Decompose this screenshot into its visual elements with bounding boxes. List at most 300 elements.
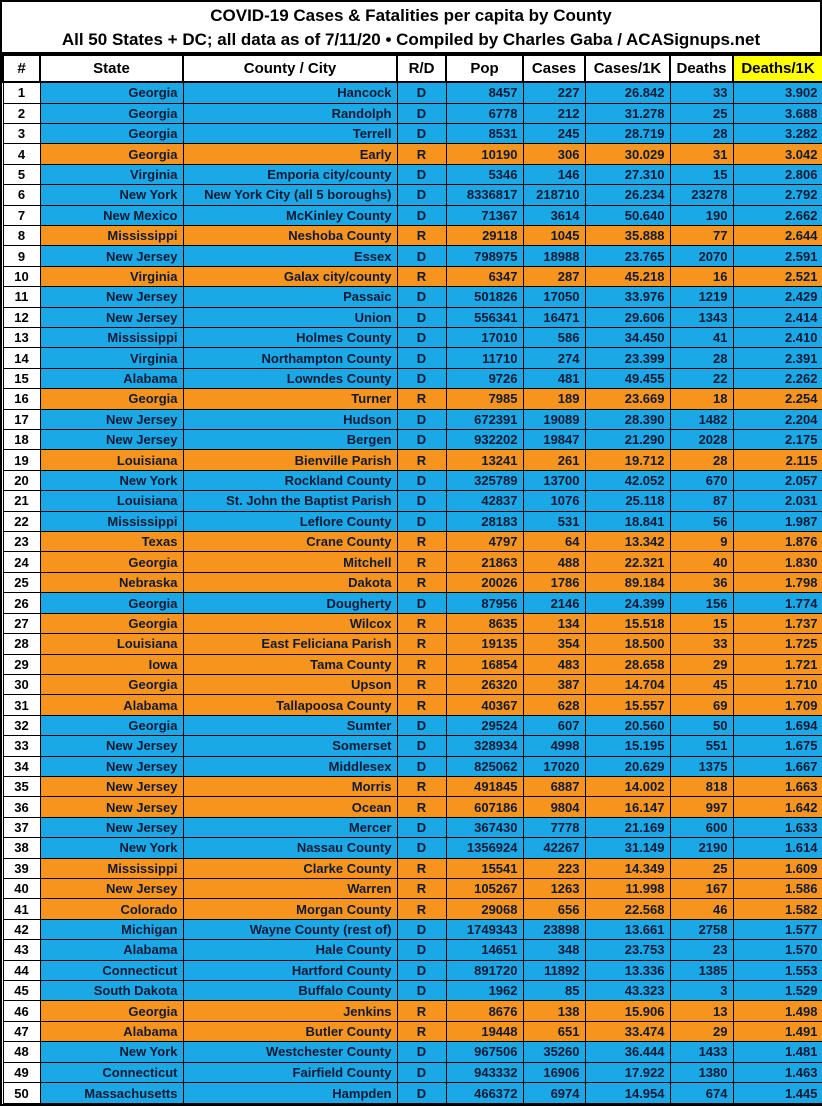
table-row: [3, 185, 822, 205]
cell-pop: 1962: [446, 981, 523, 1001]
cell-rank: 16: [3, 389, 40, 409]
cell-cases: 23898: [523, 919, 585, 939]
cell-county: Butler County: [183, 1021, 397, 1041]
cell-party: D: [397, 756, 446, 776]
cell-state: New Jersey: [40, 878, 183, 898]
cell-cases-per-1k: 33.474: [585, 1021, 670, 1041]
cell-party: D: [397, 940, 446, 960]
cell-pop: 17010: [446, 328, 523, 348]
cell-county: Warren: [183, 878, 397, 898]
cell-pop: 10190: [446, 144, 523, 164]
cell-deaths-per-1k: 1.642: [733, 797, 822, 817]
cell-state: Michigan: [40, 919, 183, 939]
cell-rank: 29: [3, 654, 40, 674]
cell-pop: 1356924: [446, 838, 523, 858]
cell-deaths-per-1k: 1.481: [733, 1042, 822, 1062]
cell-cases-per-1k: 16.147: [585, 797, 670, 817]
cell-state: New Jersey: [40, 287, 183, 307]
cell-cases-per-1k: 36.444: [585, 1042, 670, 1062]
cell-pop: 8635: [446, 613, 523, 633]
cell-party: R: [397, 532, 446, 552]
cell-county: Galax city/county: [183, 266, 397, 286]
cell-party: D: [397, 103, 446, 123]
cell-deaths-per-1k: 1.586: [733, 878, 822, 898]
cell-county: Northampton County: [183, 348, 397, 368]
cell-party: D: [397, 593, 446, 613]
cell-deaths: 31: [670, 144, 733, 164]
cell-party: R: [397, 634, 446, 654]
cell-state: Louisiana: [40, 634, 183, 654]
table-header: [2, 2, 820, 54]
cell-county: Somerset: [183, 736, 397, 756]
cell-deaths-per-1k: 2.175: [733, 430, 822, 450]
cell-state: New Jersey: [40, 430, 183, 450]
cell-rank: 1: [3, 82, 40, 103]
cell-deaths-per-1k: 1.609: [733, 858, 822, 878]
cell-rank: 25: [3, 572, 40, 592]
cell-cases: 6974: [523, 1083, 585, 1104]
cell-state: Georgia: [40, 103, 183, 123]
cell-party: D: [397, 123, 446, 143]
cell-deaths: 1219: [670, 287, 733, 307]
cell-pop: 607186: [446, 797, 523, 817]
cell-rank: 22: [3, 511, 40, 531]
cell-party: D: [397, 328, 446, 348]
cell-county: Essex: [183, 246, 397, 266]
cell-deaths-per-1k: 1.570: [733, 940, 822, 960]
cell-party: R: [397, 797, 446, 817]
cell-county: Jenkins: [183, 1001, 397, 1021]
cell-pop: 825062: [446, 756, 523, 776]
cell-state: New Jersey: [40, 409, 183, 429]
cell-deaths: 36: [670, 572, 733, 592]
cell-state: New Jersey: [40, 797, 183, 817]
cell-state: Georgia: [40, 82, 183, 103]
cell-cases: 2146: [523, 593, 585, 613]
table-row: [3, 430, 822, 450]
cell-cases-per-1k: 22.321: [585, 552, 670, 572]
cell-pop: 8676: [446, 1001, 523, 1021]
cell-county: New York City (all 5 boroughs): [183, 185, 397, 205]
cell-rank: 19: [3, 450, 40, 470]
cell-rank: 17: [3, 409, 40, 429]
cell-party: R: [397, 878, 446, 898]
cell-rank: 20: [3, 470, 40, 490]
table-subtitle: All 50 States + DC; all data as of 7/11/20 • Compiled by Charles Gaba / ACASignups.net: [61, 29, 761, 49]
cell-cases-per-1k: 31.149: [585, 838, 670, 858]
cell-cases: 42267: [523, 838, 585, 858]
cell-deaths-per-1k: 2.254: [733, 389, 822, 409]
cell-rank: 31: [3, 695, 40, 715]
cell-state: Alabama: [40, 368, 183, 388]
cell-rank: 24: [3, 552, 40, 572]
cell-county: Morgan County: [183, 899, 397, 919]
cell-state: Virginia: [40, 348, 183, 368]
cell-pop: 1749343: [446, 919, 523, 939]
cell-deaths: 674: [670, 1083, 733, 1104]
cell-cases: 13700: [523, 470, 585, 490]
cell-cases: 17050: [523, 287, 585, 307]
cell-deaths: 3: [670, 981, 733, 1001]
cell-state: New York: [40, 470, 183, 490]
cell-rank: 3: [3, 123, 40, 143]
cell-county: St. John the Baptist Parish: [183, 491, 397, 511]
cell-rank: 6: [3, 185, 40, 205]
cell-pop: 14651: [446, 940, 523, 960]
cell-cases-per-1k: 50.640: [585, 205, 670, 225]
cell-cases-per-1k: 21.290: [585, 430, 670, 450]
cell-rank: 37: [3, 817, 40, 837]
cell-cases: 481: [523, 368, 585, 388]
table-row: [3, 123, 822, 143]
cell-deaths-per-1k: 2.792: [733, 185, 822, 205]
table-body: [3, 82, 822, 1104]
cell-deaths: 33: [670, 82, 733, 103]
cell-pop: 29118: [446, 225, 523, 245]
cell-pop: 19135: [446, 634, 523, 654]
cell-cases-per-1k: 13.336: [585, 960, 670, 980]
cell-deaths: 22: [670, 368, 733, 388]
cell-cases-per-1k: 15.557: [585, 695, 670, 715]
cell-cases-per-1k: 25.118: [585, 491, 670, 511]
cell-cases-per-1k: 15.195: [585, 736, 670, 756]
cell-cases: 245: [523, 123, 585, 143]
cell-county: Morris: [183, 776, 397, 796]
cell-county: Buffalo County: [183, 981, 397, 1001]
cell-county: Tama County: [183, 654, 397, 674]
cell-cases-per-1k: 22.568: [585, 899, 670, 919]
cell-cases-per-1k: 20.629: [585, 756, 670, 776]
cell-deaths: 25: [670, 103, 733, 123]
cell-deaths: 46: [670, 899, 733, 919]
cell-deaths: 190: [670, 205, 733, 225]
cell-pop: 7985: [446, 389, 523, 409]
cell-party: R: [397, 266, 446, 286]
cell-deaths: 50: [670, 715, 733, 735]
table-row: [3, 552, 822, 572]
table-row: [3, 572, 822, 592]
cell-party: D: [397, 470, 446, 490]
cell-county: Holmes County: [183, 328, 397, 348]
cell-cases-per-1k: 42.052: [585, 470, 670, 490]
cell-deaths: 551: [670, 736, 733, 756]
cell-party: R: [397, 572, 446, 592]
cell-deaths-per-1k: 2.057: [733, 470, 822, 490]
cell-rank: 9: [3, 246, 40, 266]
cell-county: Randolph: [183, 103, 397, 123]
cell-deaths-per-1k: 1.463: [733, 1062, 822, 1082]
cell-state: Connecticut: [40, 1062, 183, 1082]
cell-deaths-per-1k: 1.694: [733, 715, 822, 735]
cell-cases: 138: [523, 1001, 585, 1021]
cell-county: East Feliciana Parish: [183, 634, 397, 654]
cell-party: D: [397, 82, 446, 103]
cell-state: Colorado: [40, 899, 183, 919]
cell-rank: 46: [3, 1001, 40, 1021]
cell-cases-per-1k: 26.234: [585, 185, 670, 205]
cell-deaths: 25: [670, 858, 733, 878]
cell-cases: 607: [523, 715, 585, 735]
cell-pop: 26320: [446, 674, 523, 694]
cell-deaths-per-1k: 2.806: [733, 164, 822, 184]
cell-rank: 14: [3, 348, 40, 368]
cell-county: Union: [183, 307, 397, 327]
cell-cases-per-1k: 14.954: [585, 1083, 670, 1104]
cell-rank: 47: [3, 1021, 40, 1041]
cell-county: Crane County: [183, 532, 397, 552]
cell-county: Fairfield County: [183, 1062, 397, 1082]
cell-party: R: [397, 552, 446, 572]
cell-deaths-per-1k: 1.709: [733, 695, 822, 715]
cell-cases-per-1k: 34.450: [585, 328, 670, 348]
cell-cases-per-1k: 11.998: [585, 878, 670, 898]
cell-cases-per-1k: 20.560: [585, 715, 670, 735]
cell-pop: 15541: [446, 858, 523, 878]
cell-cases: 64: [523, 532, 585, 552]
cell-pop: 20026: [446, 572, 523, 592]
cell-deaths: 13: [670, 1001, 733, 1021]
cell-cases-per-1k: 21.169: [585, 817, 670, 837]
cell-pop: 325789: [446, 470, 523, 490]
cell-cases: 227: [523, 82, 585, 103]
cell-deaths-per-1k: 1.721: [733, 654, 822, 674]
cell-pop: 105267: [446, 878, 523, 898]
cell-deaths-per-1k: 1.553: [733, 960, 822, 980]
cell-state: Massachusetts: [40, 1083, 183, 1104]
data-table: [2, 54, 822, 1104]
cell-state: Nebraska: [40, 572, 183, 592]
cell-county: Turner: [183, 389, 397, 409]
cell-cases: 9804: [523, 797, 585, 817]
cell-rank: 27: [3, 613, 40, 633]
cell-deaths-per-1k: 2.591: [733, 246, 822, 266]
table-row: [3, 1021, 822, 1041]
cell-deaths-per-1k: 1.774: [733, 593, 822, 613]
cell-county: Mitchell: [183, 552, 397, 572]
table-row: [3, 368, 822, 388]
table-row: [3, 450, 822, 470]
table-row: [3, 246, 822, 266]
cell-county: Sumter: [183, 715, 397, 735]
cell-pop: 466372: [446, 1083, 523, 1104]
cell-state: New Jersey: [40, 776, 183, 796]
cell-rank: 18: [3, 430, 40, 450]
cell-pop: 5346: [446, 164, 523, 184]
table-row: [3, 634, 822, 654]
cell-cases-per-1k: 17.922: [585, 1062, 670, 1082]
cell-cases: 1786: [523, 572, 585, 592]
cell-cases: 1045: [523, 225, 585, 245]
cell-deaths: 28: [670, 348, 733, 368]
cell-pop: 943332: [446, 1062, 523, 1082]
cell-cases-per-1k: 33.976: [585, 287, 670, 307]
table-row: [3, 1083, 822, 1104]
cell-deaths-per-1k: 1.710: [733, 674, 822, 694]
cell-state: New Jersey: [40, 756, 183, 776]
cell-deaths: 2758: [670, 919, 733, 939]
cell-cases: 387: [523, 674, 585, 694]
cell-state: Georgia: [40, 613, 183, 633]
cell-cases-per-1k: 27.310: [585, 164, 670, 184]
cell-rank: 28: [3, 634, 40, 654]
cell-deaths-per-1k: 2.204: [733, 409, 822, 429]
cell-party: R: [397, 1021, 446, 1041]
cell-pop: 798975: [446, 246, 523, 266]
cell-cases-per-1k: 14.002: [585, 776, 670, 796]
cell-county: Early: [183, 144, 397, 164]
cell-cases: 19847: [523, 430, 585, 450]
cell-state: Alabama: [40, 1021, 183, 1041]
cell-state: Georgia: [40, 144, 183, 164]
cell-county: Dakota: [183, 572, 397, 592]
cell-cases: 586: [523, 328, 585, 348]
cell-deaths-per-1k: 1.675: [733, 736, 822, 756]
cell-rank: 34: [3, 756, 40, 776]
cell-deaths-per-1k: 2.031: [733, 491, 822, 511]
cell-pop: 491845: [446, 776, 523, 796]
table-row: [3, 899, 822, 919]
cell-deaths-per-1k: 1.445: [733, 1083, 822, 1104]
cell-rank: 11: [3, 287, 40, 307]
cell-party: R: [397, 613, 446, 633]
table-row: [3, 307, 822, 327]
cell-cases-per-1k: 35.888: [585, 225, 670, 245]
cell-deaths: 41: [670, 328, 733, 348]
cell-pop: 932202: [446, 430, 523, 450]
table-row: [3, 878, 822, 898]
cell-deaths-per-1k: 2.410: [733, 328, 822, 348]
cell-deaths-per-1k: 1.529: [733, 981, 822, 1001]
col-header-county: County / City: [183, 55, 397, 82]
cell-deaths-per-1k: 2.662: [733, 205, 822, 225]
table-row: [3, 1001, 822, 1021]
cell-party: D: [397, 348, 446, 368]
cell-party: R: [397, 776, 446, 796]
cell-deaths-per-1k: 1.614: [733, 838, 822, 858]
cell-deaths: 33: [670, 634, 733, 654]
table-row: [3, 674, 822, 694]
cell-state: Mississippi: [40, 511, 183, 531]
cell-party: D: [397, 164, 446, 184]
cell-state: Georgia: [40, 389, 183, 409]
cell-rank: 41: [3, 899, 40, 919]
cell-deaths-per-1k: 1.667: [733, 756, 822, 776]
cell-deaths: 1433: [670, 1042, 733, 1062]
cell-deaths-per-1k: 1.737: [733, 613, 822, 633]
cell-cases-per-1k: 89.184: [585, 572, 670, 592]
cell-party: D: [397, 736, 446, 756]
cell-cases: 531: [523, 511, 585, 531]
cell-cases-per-1k: 18.500: [585, 634, 670, 654]
cell-party: D: [397, 205, 446, 225]
cell-pop: 21863: [446, 552, 523, 572]
cell-party: D: [397, 919, 446, 939]
cell-county: Hampden: [183, 1083, 397, 1104]
cell-party: D: [397, 185, 446, 205]
cell-cases-per-1k: 15.906: [585, 1001, 670, 1021]
cell-county: Hale County: [183, 940, 397, 960]
cell-party: R: [397, 899, 446, 919]
cell-county: Hancock: [183, 82, 397, 103]
cell-party: R: [397, 450, 446, 470]
cell-county: Bergen: [183, 430, 397, 450]
cell-deaths: 670: [670, 470, 733, 490]
cell-pop: 87956: [446, 593, 523, 613]
cell-state: Connecticut: [40, 960, 183, 980]
cell-pop: 28183: [446, 511, 523, 531]
cell-rank: 50: [3, 1083, 40, 1104]
cell-rank: 2: [3, 103, 40, 123]
cell-deaths-per-1k: 1.498: [733, 1001, 822, 1021]
cell-pop: 71367: [446, 205, 523, 225]
cell-county: Nassau County: [183, 838, 397, 858]
cell-deaths-per-1k: 2.521: [733, 266, 822, 286]
cell-cases-per-1k: 26.842: [585, 82, 670, 103]
cell-deaths: 23: [670, 940, 733, 960]
cell-deaths-per-1k: 2.262: [733, 368, 822, 388]
cell-deaths: 56: [670, 511, 733, 531]
cell-cases: 85: [523, 981, 585, 1001]
col-header-cases-per-1k: Cases/1K: [585, 55, 670, 82]
cell-deaths-per-1k: 1.491: [733, 1021, 822, 1041]
cell-party: R: [397, 225, 446, 245]
cell-deaths: 1375: [670, 756, 733, 776]
table-row: [3, 103, 822, 123]
table-row: [3, 1042, 822, 1062]
cell-pop: 40367: [446, 695, 523, 715]
table-row: [3, 715, 822, 735]
cell-pop: 6778: [446, 103, 523, 123]
cell-county: Dougherty: [183, 593, 397, 613]
cell-rank: 42: [3, 919, 40, 939]
table-row: [3, 695, 822, 715]
cell-rank: 36: [3, 797, 40, 817]
cell-deaths-per-1k: 1.798: [733, 572, 822, 592]
cell-deaths-per-1k: 1.987: [733, 511, 822, 531]
cell-party: D: [397, 960, 446, 980]
cell-cases-per-1k: 13.342: [585, 532, 670, 552]
cell-cases: 189: [523, 389, 585, 409]
cell-cases-per-1k: 23.753: [585, 940, 670, 960]
cell-deaths-per-1k: 2.644: [733, 225, 822, 245]
cell-rank: 12: [3, 307, 40, 327]
column-header-row: [3, 55, 822, 82]
table-row: [3, 287, 822, 307]
table-row: [3, 613, 822, 633]
cell-cases: 354: [523, 634, 585, 654]
cell-deaths-per-1k: 2.414: [733, 307, 822, 327]
cell-cases: 1076: [523, 491, 585, 511]
cell-cases-per-1k: 45.218: [585, 266, 670, 286]
table-row: [3, 511, 822, 531]
table-row: [3, 797, 822, 817]
col-header-deaths: Deaths: [670, 55, 733, 82]
cell-rank: 4: [3, 144, 40, 164]
cell-rank: 23: [3, 532, 40, 552]
cell-state: Virginia: [40, 266, 183, 286]
cell-county: Leflore County: [183, 511, 397, 531]
table-row: [3, 225, 822, 245]
cell-county: Bienville Parish: [183, 450, 397, 470]
cell-deaths-per-1k: 3.282: [733, 123, 822, 143]
cell-cases: 16906: [523, 1062, 585, 1082]
cell-deaths: 28: [670, 123, 733, 143]
cell-state: Mississippi: [40, 858, 183, 878]
cell-deaths: 15: [670, 164, 733, 184]
cell-county: Clarke County: [183, 858, 397, 878]
cell-county: Hudson: [183, 409, 397, 429]
cell-state: Alabama: [40, 940, 183, 960]
